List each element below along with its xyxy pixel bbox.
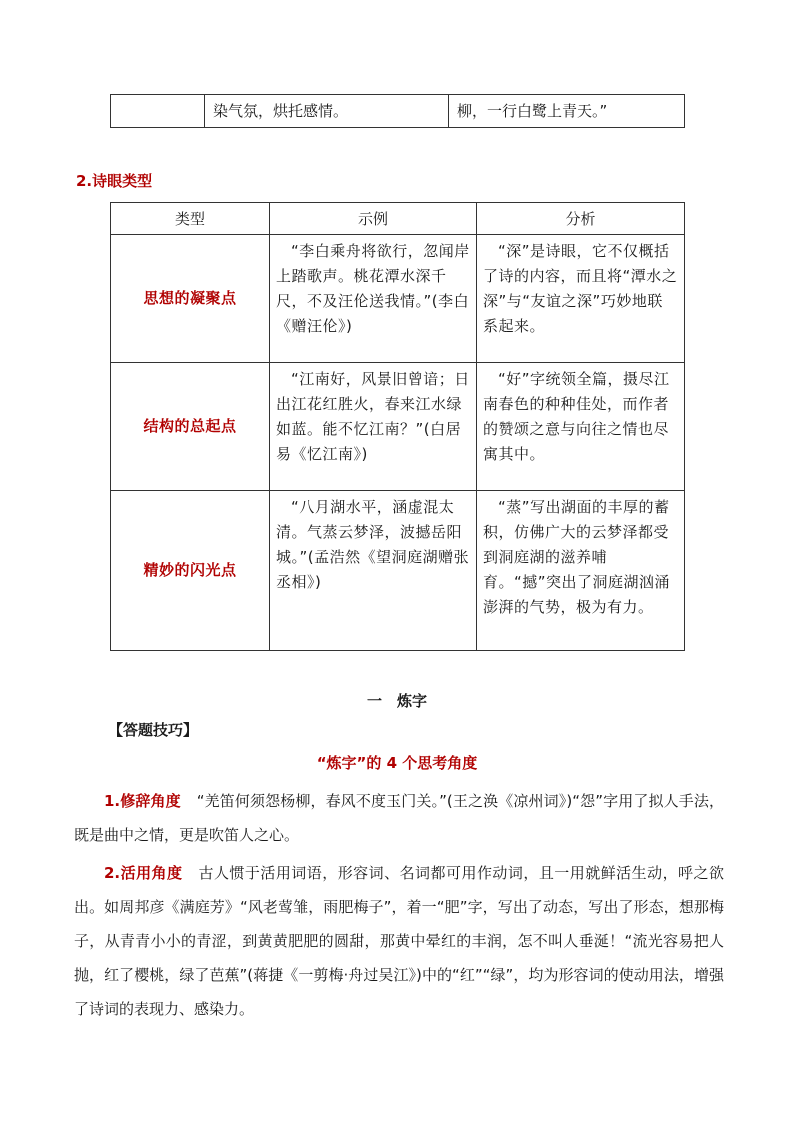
- example-cell: “八月湖水平，涵虚混太清。气蒸云梦泽，波撼岳阳城。”(孟浩然《望洞庭湖赠张丞相》): [270, 491, 477, 651]
- table-header-row: [111, 203, 685, 235]
- example-cell: “李白乘舟将欲行，忽闻岸上踏歌声。桃花潭水深千尺，不及汪伦送我情。”(李白《赠汪伦》): [270, 235, 477, 363]
- table-row: [111, 235, 685, 363]
- example-cell: “江南好，风景旧曾谙；日出江花红胜火，春来江水绿如蓝。能不忆江南？”(白居易《忆江南》): [270, 363, 477, 491]
- analysis-cell: “蒸”写出湖面的丰厚的蓄积，仿佛广大的云梦泽都受到洞庭湖的滋养哺育。“撼”突出了洞庭湖汹涌澎湃的气势，极为有力。: [477, 491, 685, 651]
- subtitle: “炼字”的 4 个思考角度: [316, 754, 478, 772]
- analysis-cell: “好”字统领全篇，摄尽江南春色的种种佳处，而作者的赞颂之意与向往之情也尽寓其中。: [477, 363, 685, 491]
- point-paragraph: [74, 784, 724, 852]
- column-header-analysis: 分析: [477, 203, 685, 235]
- point-label: 1.修辞角度: [104, 792, 181, 810]
- continuation-table: [110, 94, 685, 128]
- table-row: [111, 363, 685, 491]
- column-header-type: 类型: [111, 203, 270, 235]
- table-row: [111, 491, 685, 651]
- table-cell: [111, 95, 205, 128]
- table-row: [111, 95, 685, 128]
- type-cell: 精妙的闪光点: [111, 491, 270, 651]
- point-label: 2.活用角度: [104, 864, 183, 882]
- table-cell: 柳，一行白鹭上青天。”: [449, 95, 685, 128]
- point-text: “羌笛何须怨杨柳，春风不度玉门关。”(王之涣《凉州词》)“怨”字用了拟人手法，既是曲中之情，更是吹笛人之心。: [74, 792, 725, 844]
- section-heading: 2.诗眼类型: [76, 172, 153, 190]
- type-cell: 结构的总起点: [111, 363, 270, 491]
- column-header-example: 示例: [270, 203, 477, 235]
- tips-label: 【答题技巧】: [108, 721, 199, 739]
- analysis-cell: “深”是诗眼，它不仅概括了诗的内容，而且将“潭水之深”与“友谊之深”巧妙地联系起来。: [477, 235, 685, 363]
- table-cell: 染气氛，烘托感情。: [205, 95, 449, 128]
- type-cell: 思想的凝聚点: [111, 235, 270, 363]
- point-paragraph: [74, 856, 724, 1026]
- lesson-title: 一 炼字: [366, 692, 427, 710]
- poem-eye-table: [110, 202, 685, 651]
- point-text: 古人惯于活用词语，形容词、名词都可用作动词，且一用就鲜活生动，呼之欲出。如周邦彦《满庭芳》“风老莺雏，雨肥梅子”，着一“肥”字，写出了动态，写出了形态，想那梅子，从青青小小的青涩，到黄黄肥肥的圆甜，那黄中晕红的丰润，怎不叫人垂涎！“流光容易把人抛，红了樱桃，绿了芭蕉”(蒋捷《一剪梅·舟过吴江》)中的“红”“绿”，均为形容词的使动用法，增强了诗词的表现力、感染力。: [74, 864, 724, 1018]
